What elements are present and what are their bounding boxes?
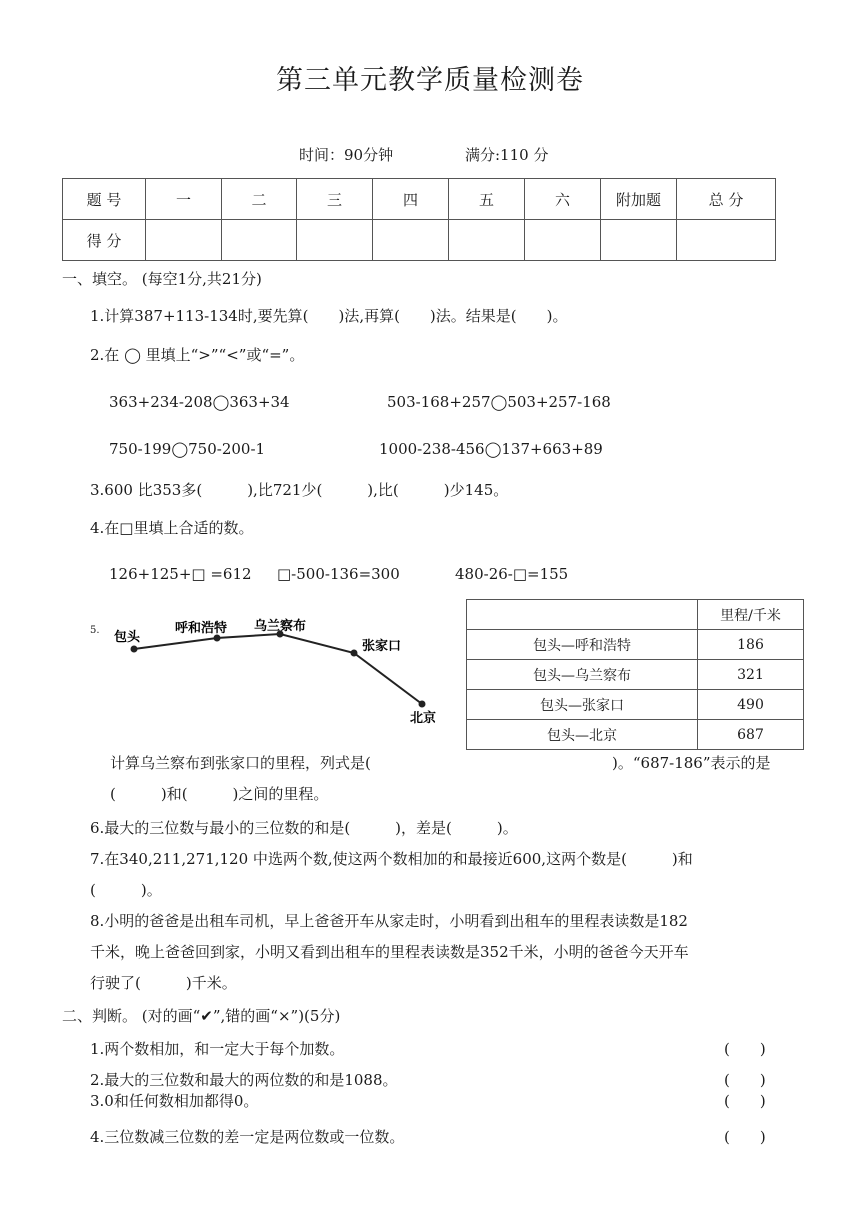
score-header-cell: 四 [373, 179, 449, 220]
distance-row [467, 690, 804, 720]
score-input-cell[interactable] [525, 220, 601, 261]
compare-item: 750-199◯750-200-1 [109, 440, 266, 458]
section2-heading: 二、判断。 (对的画“✔”,错的画“×”)(5分) [62, 1007, 341, 1025]
score-input-cell[interactable] [449, 220, 525, 261]
score-input-cell[interactable] [222, 220, 297, 261]
route-name: 包头—北京 [467, 720, 698, 750]
distance-row [467, 660, 804, 690]
judge-answer-paren[interactable]: ( ) [724, 1092, 766, 1110]
question-5-text-b: )。“687-186”表示的是 [612, 754, 771, 772]
time-info: 时间：90分钟 [299, 146, 394, 164]
route-name: 包头—呼和浩特 [467, 630, 698, 660]
fill-box-item: 126+125+□ =612 [109, 565, 252, 583]
score-input-cell[interactable] [373, 220, 449, 261]
score-header-cell: 六 [525, 179, 601, 220]
score-header-cell: 五 [449, 179, 525, 220]
route-map [100, 605, 460, 735]
judge-item: 2.最大的三位数和最大的两位数的和是1088。 [90, 1071, 398, 1089]
score-header-cell: 一 [146, 179, 222, 220]
city-label-wulanchabu: 乌兰察布 [254, 619, 307, 634]
city-marker-beijing [419, 701, 426, 708]
judge-item: 1.两个数相加，和一定大于每个加数。 [90, 1040, 345, 1058]
score-row-label: 得 分 [63, 220, 146, 261]
score-table-header-row [63, 179, 776, 220]
route-name: 包头—乌兰察布 [467, 660, 698, 690]
section1-heading: 一、填空。 (每空1分,共21分) [62, 270, 262, 288]
score-table-score-row [63, 220, 776, 261]
score-input-cell[interactable] [297, 220, 373, 261]
fill-box-item: 480-26-□=155 [455, 565, 569, 583]
question-8-line1: 8.小明的爸爸是出租车司机，早上爸爸开车从家走时，小明看到出租车的里程表读数是182 [90, 912, 688, 930]
distance-row [467, 630, 804, 660]
compare-item: 1000-238-456◯137+663+89 [379, 440, 603, 458]
route-km: 687 [698, 720, 804, 750]
distance-table-header: 里程/千米 [698, 600, 804, 630]
question-7-line1: 7.在340,211,271,120 中选两个数,使这两个数相加的和最接近600,这两个数是( )和 [90, 850, 693, 868]
question-8-line3: 行驶了( )千米。 [90, 974, 237, 992]
city-label-huhehaote: 呼和浩特 [175, 621, 228, 636]
route-km: 186 [698, 630, 804, 660]
distance-row [467, 720, 804, 750]
full-score-info: 满分:110 分 [465, 146, 549, 164]
question-1: 1.计算387+113-134时,要先算( )法,再算( )法。结果是( )。 [90, 307, 568, 325]
city-label-zhangjiakou: 张家口 [362, 639, 402, 654]
city-label-beijing: 北京 [410, 711, 437, 726]
route-km: 321 [698, 660, 804, 690]
question-7-line2: ( )。 [90, 881, 162, 899]
score-header-cell: 题 号 [63, 179, 146, 220]
fill-box-item: □-500-136=300 [277, 565, 400, 583]
score-header-cell: 三 [297, 179, 373, 220]
route-km: 490 [698, 690, 804, 720]
score-input-cell[interactable] [146, 220, 222, 261]
city-marker-baotou [131, 646, 138, 653]
distance-table [466, 599, 804, 750]
question-5-number: 5. [90, 625, 100, 636]
compare-item: 503-168+257◯503+257-168 [387, 393, 611, 411]
score-header-cell: 二 [222, 179, 297, 220]
city-label-baotou: 包头 [114, 630, 141, 645]
judge-item: 3.0和任何数相加都得0。 [90, 1092, 259, 1110]
route-name: 包头—张家口 [467, 690, 698, 720]
score-input-cell[interactable] [677, 220, 776, 261]
compare-item: 363+234-208◯363+34 [109, 393, 290, 411]
question-5-text-c: ( )和( )之间的里程。 [110, 785, 329, 803]
question-4: 4.在□里填上合适的数。 [90, 519, 254, 537]
score-header-cell: 总 分 [677, 179, 776, 220]
city-marker-zhangjiakou [351, 650, 358, 657]
question-3: 3.600 比353多( ),比721少( ),比( )少145。 [90, 481, 509, 499]
judge-answer-paren[interactable]: ( ) [724, 1071, 766, 1089]
judge-answer-paren[interactable]: ( ) [724, 1128, 766, 1146]
distance-table-corner [467, 600, 698, 630]
question-2: 2.在 ◯ 里填上“>”“<”或“=”。 [90, 346, 305, 364]
question-8-line2: 千米，晚上爸爸回到家，小明又看到出租车的里程表读数是352千米，小明的爸爸今天开车 [90, 943, 689, 961]
judge-answer-paren[interactable]: ( ) [724, 1040, 766, 1058]
judge-item: 4.三位数减三位数的差一定是两位数或一位数。 [90, 1128, 405, 1146]
question-5-text-a: 计算乌兰察布到张家口的里程，列式是( [110, 754, 371, 772]
score-input-cell[interactable] [601, 220, 677, 261]
page-title: 第三单元教学质量检测卷 [276, 65, 584, 96]
question-6: 6.最大的三位数与最小的三位数的和是( )，差是( )。 [90, 819, 518, 837]
score-header-cell: 附加题 [601, 179, 677, 220]
score-table [62, 178, 776, 261]
